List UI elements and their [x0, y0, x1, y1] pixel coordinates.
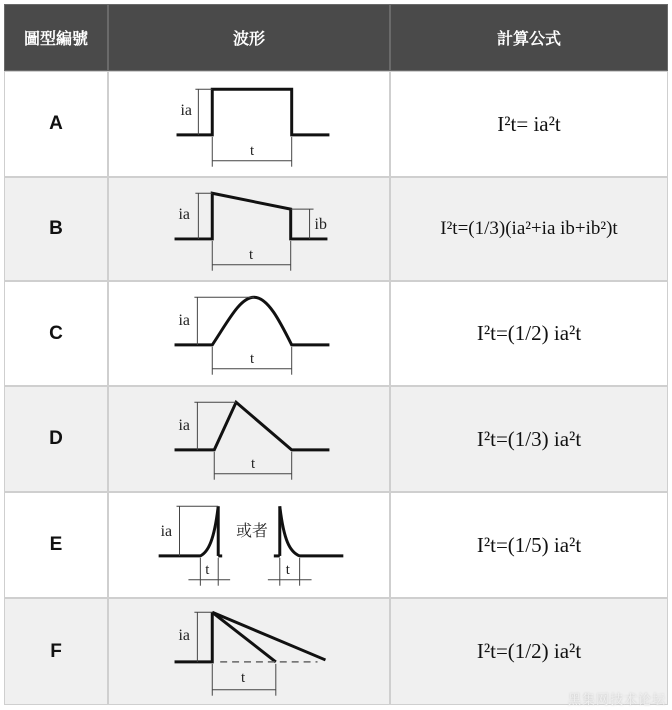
ia-label: ia [180, 102, 192, 120]
row-id: D [49, 428, 63, 449]
ia-label: ia [178, 206, 190, 224]
row-d [4, 386, 668, 492]
waveform-a [108, 71, 390, 177]
header-waveform: 波形 [108, 4, 390, 71]
formula-c: I²t=(1/2) ia²t [476, 321, 582, 345]
t-label: t [249, 142, 255, 159]
row-id: F [50, 640, 62, 662]
formula-a: I²t= ia²t [497, 111, 561, 136]
row-a [4, 71, 668, 177]
ia-label: ia [178, 627, 190, 645]
formula-b: I²t=(1/3)(ia²+ia ib+ib²)t [440, 218, 618, 239]
header-formula: 計算公式 [390, 4, 668, 71]
t-label-2: t [285, 561, 290, 578]
row-e [4, 492, 668, 598]
row-id: A [49, 113, 63, 134]
row-c [4, 281, 668, 386]
formula-f: I²t=(1/2) ia²t [476, 639, 582, 663]
waveform-d [108, 386, 390, 492]
row-id: B [49, 218, 63, 239]
t-label: t [250, 455, 256, 472]
t-label: t [205, 561, 210, 578]
header-row [4, 4, 668, 71]
row-id: E [49, 534, 63, 555]
waveform-table [4, 4, 668, 705]
t-label: t [248, 246, 254, 263]
watermark: 黑集网技术论坛 [567, 693, 666, 708]
ia-label: ia [160, 523, 173, 541]
formula-e: I²t=(1/5) ia²t [476, 532, 582, 557]
t-label: t [241, 669, 246, 686]
ib-label: ib [314, 216, 327, 233]
header-id: 圖型編號 [4, 4, 108, 71]
waveform-b [108, 177, 390, 281]
ia-label: ia [178, 312, 190, 330]
waveform-e [108, 492, 390, 598]
t-label: t [249, 350, 255, 367]
or-label: 或者 [236, 521, 268, 541]
formula-d: I²t=(1/3) ia²t [476, 426, 582, 451]
row-b [4, 177, 668, 281]
waveform-f [108, 598, 390, 705]
ia-label: ia [178, 417, 190, 435]
waveform-c [108, 281, 390, 386]
row-id: C [49, 322, 63, 344]
